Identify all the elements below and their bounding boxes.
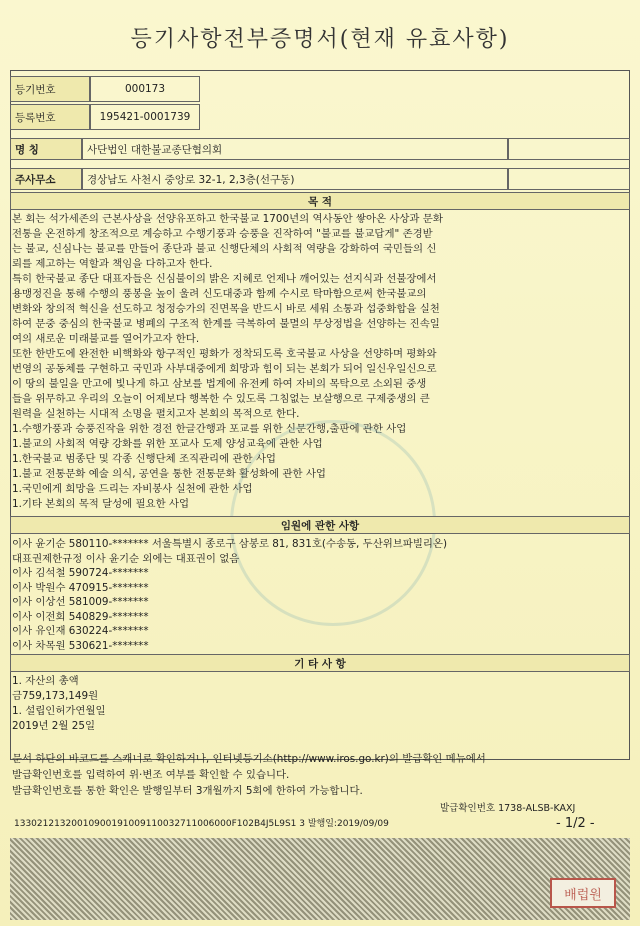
purpose-line: 번영의 공동체를 구현하고 국민과 사부대중에게 희망과 힘이 되는 본회가 되어 일신우일신으로 <box>12 363 437 375</box>
confirm-number: 발급확인번호 1738-ALSB-KAXJ <box>440 803 576 814</box>
purpose-line: 또한 한반도에 완전한 비핵화와 항구적인 평화가 정착되도록 호국불교 사상을 선양하며 평화와 <box>12 348 437 360</box>
purpose-line: 여의 새로운 미래불교를 열어가고자 한다. <box>12 333 200 345</box>
purpose-heading: 목 적 <box>10 192 630 210</box>
notice-line: 문서 하단의 바코드를 스캐너로 확인하거나, 인터넷등기소(http://www.iros.go.kr)의 발급확인 메뉴에서 <box>12 753 486 765</box>
purpose-line: 하여 문중 중심의 한국불교 병폐의 구조적 한계를 극복하여 불멸의 무상정법을 선양하는 진속일 <box>12 318 440 330</box>
office-label: 주사무소 <box>10 168 82 190</box>
officers-heading: 임원에 관한 사항 <box>10 516 630 534</box>
reg-no-label: 등기번호 <box>10 76 90 102</box>
notice-line: 발급확인번호를 입력하여 위·변조 여부를 확인할 수 있습니다. <box>12 769 290 781</box>
purpose-line: 원력을 실천하는 시대적 소명을 펼치고자 본회의 목적으로 한다. <box>12 408 300 420</box>
purpose-line: 1.기타 본회의 목적 달성에 필요한 사업 <box>12 498 189 510</box>
page-number: - 1/2 - <box>556 816 595 831</box>
other-line: 1. 자산의 총액 <box>12 675 79 687</box>
office-value: 경상남도 사천시 중앙로 32-1, 2,3층(선구동) <box>82 168 508 190</box>
purpose-line: 들을 위무하고 우리의 오늘이 어제보다 행복한 수 있도록 그침없는 보살행으로 구제중생의 큰 <box>12 393 430 405</box>
notice-line: 발급확인번호를 통한 확인은 발행일부터 3개월까지 5회에 한하여 가능합니다. <box>12 785 363 797</box>
barcode-line: 13302121320010900191009110032711006000F102B4J5L9S1 3 발행일:2019/09/09 <box>14 819 389 829</box>
reg-num-label: 등록번호 <box>10 104 90 130</box>
purpose-line: 1.불교의 사회적 역량 강화를 위한 포교사 도제 양성교육에 관한 사업 <box>12 438 323 450</box>
purpose-line: 본 회는 석가세존의 근본사상을 선양유포하고 한국불교 1700년의 역사동안 쌓아온 사상과 문화 <box>12 213 443 225</box>
purpose-line: 특히 한국불교 종단 대표자들은 신심불이의 밝은 지혜로 언제나 깨어있는 선지식과 선불장에서 <box>12 273 437 285</box>
purpose-line: 1.수행가풍과 승풍진작을 위한 경전 한글간행과 포교를 위한 신문간행,출판에 관한 사업 <box>12 423 407 435</box>
officer-line: 대표권제한규정 이사 윤기순 외에는 대표권이 없음 <box>12 552 240 565</box>
barcode-area <box>10 838 630 920</box>
purpose-line: 용맹정진을 통해 수행의 풍봉을 높이 울려 신도대중과 함께 수시로 탁마함으로써 한국불교의 <box>12 288 427 300</box>
purpose-line: 는 불교, 신심나는 불교를 만들어 종단과 불교 신행단체의 사회적 역량을 강화하여 국민들의 신 <box>12 243 437 255</box>
purpose-line: 변화와 창의적 혁신을 선도하고 청정승가의 진면목을 반드시 바로 세워 소통과 섭중화합을 실천 <box>12 303 440 315</box>
other-line: 금759,173,149원 <box>12 690 99 702</box>
name-label: 명 칭 <box>10 138 82 160</box>
office-extra <box>508 168 630 190</box>
purpose-line: 뢰를 제고하는 역할과 책임을 다하고자 한다. <box>12 258 213 270</box>
officer-line: 이사 이상선 581009-******* <box>12 596 149 608</box>
officer-line: 이사 차목원 530621-******* <box>12 639 149 652</box>
other-heading: 기 타 사 항 <box>10 654 630 672</box>
document-title: 등기사항전부증명서(현재 유효사항) <box>130 27 510 52</box>
name-value: 사단법인 대한불교종단협의회 <box>82 138 508 160</box>
officer-line: 이사 김석철 590724-******* <box>12 567 149 579</box>
officer-line: 이사 윤기순 580110-******* 서울특별시 종로구 삼봉로 81, 831호(수송동, 두산위브파빌리온) <box>12 538 448 550</box>
reg-num-value: 195421-0001739 <box>90 104 200 130</box>
other-line: 1. 설립인허가연월일 <box>12 705 106 717</box>
officer-line: 이사 박원수 470915-******* <box>12 581 149 594</box>
purpose-line: 1.국민에게 희망을 드리는 자비봉사 실천에 관한 사업 <box>12 483 253 495</box>
purpose-line: 1.한국불교 범종단 및 각종 신행단체 조직관리에 관한 사업 <box>12 453 276 465</box>
other-line: 2019년 2월 25일 <box>12 720 95 732</box>
purpose-line: 전통을 온전하게 창조적으로 계승하고 수행기풍과 승풍을 진작하여 "불교를 불교답게" 존경받 <box>12 228 433 240</box>
name-extra <box>508 138 630 160</box>
purpose-line: 이 땅의 불일을 만고에 빛나게 하고 삼보를 법계에 유전케 하여 자비의 목탁으로 소외된 중생 <box>12 378 427 390</box>
purpose-line: 1.불교 전통문화 예술 의식, 공연을 통한 전통문화 활성화에 관한 사업 <box>12 468 326 480</box>
court-seal: 배럽원 <box>550 878 616 908</box>
officer-line: 이사 유인재 630224-******* <box>12 625 149 637</box>
reg-no-value: 000173 <box>90 76 200 102</box>
officer-line: 이사 이전희 540829-******* <box>12 610 149 623</box>
